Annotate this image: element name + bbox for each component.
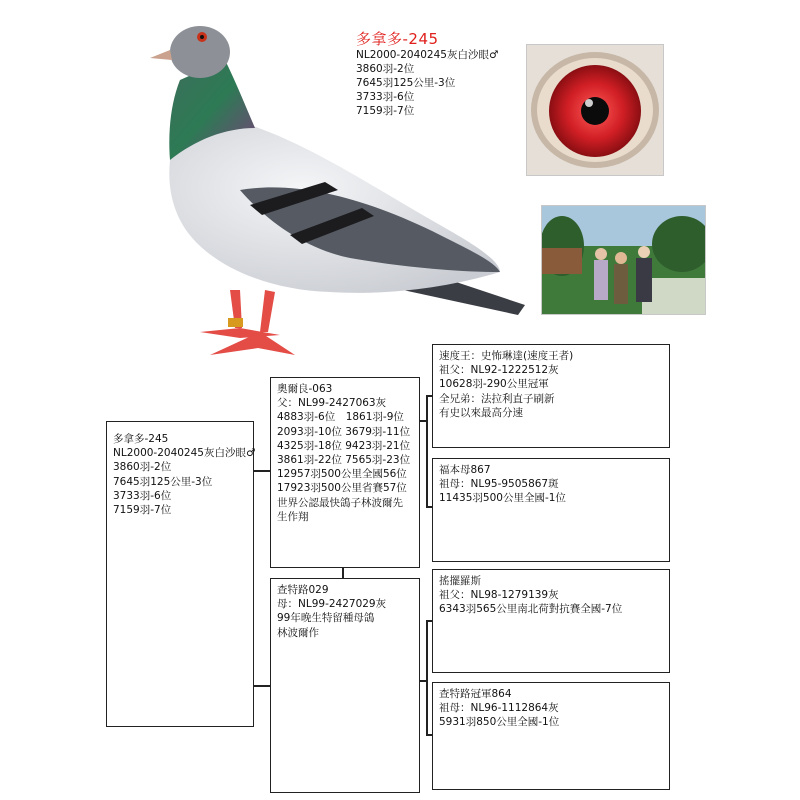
sire-line: 4325羽-18位 9423羽-21位 <box>277 439 411 452</box>
grandsire-line: 10628羽-290公里冠軍 <box>439 378 549 391</box>
granddam-line: 祖母：NL95-9505867斑 <box>439 478 559 491</box>
sire-line: 12957羽500公里全國56位 <box>277 468 407 481</box>
subject-line: NL2000-2040245灰白沙眼♂ <box>113 447 256 460</box>
sire-line: 17923羽500公里省賽57位 <box>277 482 407 495</box>
grandsire-line: 有史以來最高分速 <box>439 406 523 419</box>
dam-line: 99年晚生特留種母鴿 <box>277 612 375 625</box>
summary-line: 7159羽-7位 <box>356 105 415 117</box>
connector-line <box>426 395 428 507</box>
sire-line: 世界公認最快鴿子林波爾先 <box>277 496 403 509</box>
grandsire-line: 祖父：NL98-1279139灰 <box>439 589 559 602</box>
pigeon-title: 多拿多-245 <box>356 30 439 48</box>
connector-line <box>426 506 432 508</box>
sire-line: 父：NL99-2427063灰 <box>277 397 387 410</box>
people-photo <box>541 205 706 315</box>
sire-line: 生作翔 <box>277 510 309 523</box>
sire-line: 2093羽-10位 3679羽-11位 <box>277 425 411 438</box>
connector-line <box>426 395 432 397</box>
sire-line: 奧爾良-063 <box>277 383 333 395</box>
granddam-line: 祖母：NL96-1112864灰 <box>439 702 559 715</box>
summary-line: NL2000-2040245灰白沙眼♂ <box>356 49 499 61</box>
eye-photo <box>526 44 664 176</box>
pedigree-sire-box <box>270 377 420 568</box>
granddam-line: 5931羽850公里全國-1位 <box>439 716 560 729</box>
connector-line <box>426 620 428 735</box>
connector-line <box>254 685 270 687</box>
grandsire-line: 全兄弟：法拉利直子刷新 <box>439 392 555 405</box>
dam-line: 林波爾作 <box>277 626 319 639</box>
subject-line: 多拿多-245 <box>113 433 169 445</box>
pedigree-grandsire-paternal-box <box>432 344 670 448</box>
summary-line: 3860羽-2位 <box>356 63 415 75</box>
dam-line: 查特路029 <box>277 584 329 596</box>
subject-line: 3733羽-6位 <box>113 489 172 502</box>
granddam-line: 查特路冠軍864 <box>439 688 512 700</box>
sire-line: 3861羽-22位 7565羽-23位 <box>277 454 411 467</box>
granddam-line: 福本母867 <box>439 464 491 476</box>
pedigree-dam-box <box>270 578 420 793</box>
grandsire-line: 6343羽565公里南北荷對抗賽全國-7位 <box>439 603 623 616</box>
connector-line <box>254 470 270 472</box>
granddam-line: 11435羽500公里全國-1位 <box>439 492 566 505</box>
connector-line <box>426 620 432 622</box>
summary-line: 7645羽125公里-3位 <box>356 77 456 89</box>
pedigree-granddam-maternal-box <box>432 682 670 790</box>
sire-line: 4883羽-6位 1861羽-9位 <box>277 411 404 424</box>
subject-line: 7645羽125公里-3位 <box>113 475 213 488</box>
pedigree-subject-box <box>106 421 254 727</box>
subject-line: 7159羽-7位 <box>113 504 172 517</box>
dam-line: 母：NL99-2427029灰 <box>277 598 387 611</box>
connector-line <box>342 568 344 578</box>
subject-line: 3860羽-2位 <box>113 461 172 474</box>
grandsire-line: 速度王：史怖琳達(速度王者) <box>439 350 574 362</box>
pedigree-granddam-paternal-box <box>432 458 670 562</box>
pedigree-grandsire-maternal-box <box>432 569 670 673</box>
grandsire-line: 祖父：NL92-1222512灰 <box>439 364 559 377</box>
connector-line <box>426 734 432 736</box>
pigeon-summary <box>356 48 498 118</box>
grandsire-line: 搖擺羅斯 <box>439 575 481 587</box>
summary-line: 3733羽-6位 <box>356 91 415 103</box>
